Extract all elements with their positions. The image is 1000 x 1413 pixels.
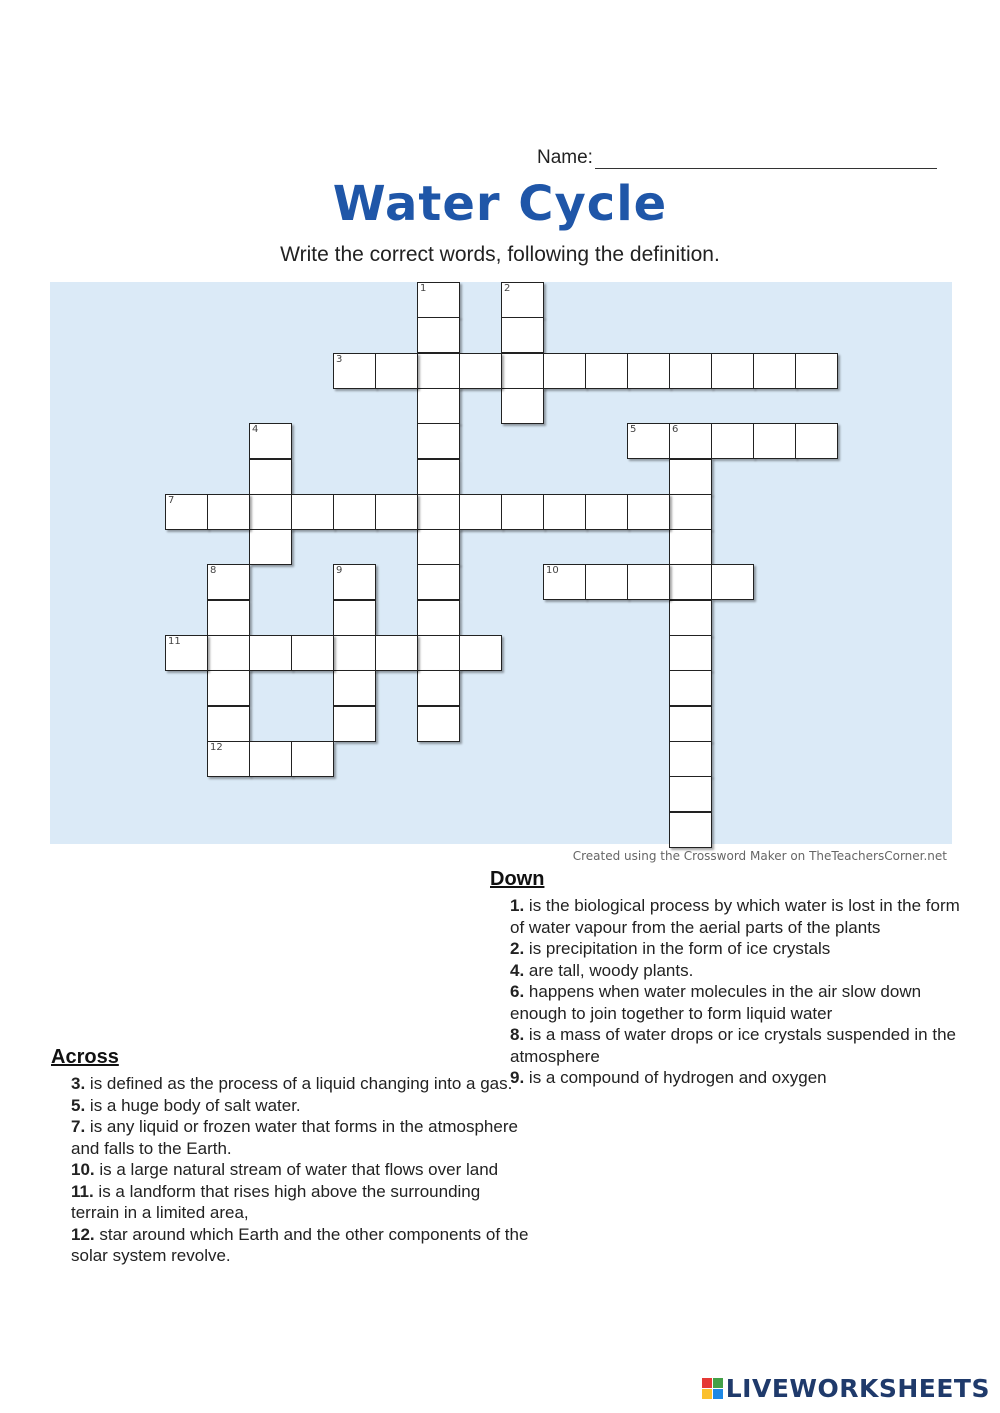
crossword-cell[interactable] <box>249 459 292 495</box>
clue-number: 1 <box>420 283 427 294</box>
crossword-cell[interactable] <box>501 388 544 424</box>
clue-num: 10. <box>71 1160 95 1179</box>
crossword-cell[interactable] <box>543 353 586 389</box>
across-clue-list <box>51 1073 531 1267</box>
name-label: Name: <box>537 147 593 168</box>
crossword-cell[interactable] <box>417 529 460 565</box>
crossword-cell[interactable] <box>459 353 502 389</box>
crossword-cell[interactable] <box>585 353 628 389</box>
logo-text: LIVEWORKSHEETS <box>725 1374 990 1403</box>
crossword-cell[interactable] <box>669 423 712 459</box>
crossword-cell[interactable] <box>669 353 712 389</box>
crossword-cell[interactable] <box>795 353 838 389</box>
clue-number: 7 <box>168 494 175 506</box>
crossword-cell[interactable] <box>165 494 208 530</box>
down-heading: Down <box>490 868 545 890</box>
down-clue <box>510 938 960 960</box>
credit-text: Created using the Crossword Maker on TheTeachersCorner.net <box>572 849 947 863</box>
clue-text: is a landform that rises high above the surrounding terrain in a limited area, <box>71 1181 481 1222</box>
crossword-cell[interactable] <box>249 741 292 777</box>
across-clue <box>71 1181 531 1224</box>
down-clue <box>510 981 960 1024</box>
crossword-cell[interactable] <box>333 635 376 671</box>
crossword-cell[interactable] <box>417 317 460 353</box>
crossword-cell[interactable] <box>669 600 712 636</box>
crossword-cell[interactable] <box>291 494 334 530</box>
crossword-cell[interactable] <box>627 564 670 600</box>
clue-text: is a mass of water drops or ice crystals suspended in the atmosphere <box>510 1025 956 1066</box>
crossword-cell[interactable] <box>627 423 670 459</box>
clue-text: are tall, woody plants. <box>524 960 694 980</box>
down-clue <box>510 1024 960 1067</box>
clue-text: is a compound of hydrogen and oxygen <box>524 1068 827 1087</box>
crossword-cell[interactable] <box>291 635 334 671</box>
across-clue <box>71 1116 531 1159</box>
crossword-cell[interactable] <box>291 741 334 777</box>
clue-number: 2 <box>504 283 511 294</box>
crossword-cell[interactable] <box>249 494 292 530</box>
across-heading: Across <box>51 1046 119 1068</box>
crossword-cell[interactable] <box>375 353 418 389</box>
name-line[interactable] <box>595 146 937 169</box>
clue-text: happens when water molecules in the air slow down enough to join together to form liquid water <box>510 982 922 1023</box>
clue-num: 3. <box>71 1074 86 1093</box>
crossword-cell[interactable] <box>669 459 712 495</box>
clue-number: 11 <box>168 636 181 647</box>
crossword-cell[interactable] <box>711 353 754 389</box>
crossword-cell[interactable] <box>333 494 376 530</box>
clue-number: 9 <box>336 565 343 577</box>
down-clue <box>510 895 960 938</box>
crossword-cell[interactable] <box>417 706 460 742</box>
down-clue <box>510 960 960 982</box>
clue-number: 5 <box>630 424 637 436</box>
crossword-cell[interactable] <box>249 635 292 671</box>
across-clue <box>71 1095 531 1117</box>
crossword-cell[interactable] <box>459 635 502 671</box>
crossword-cell[interactable] <box>375 635 418 671</box>
crossword-cell[interactable] <box>207 635 250 671</box>
clue-number: 8 <box>210 565 217 577</box>
instructions: Write the correct words, following the definition. <box>280 243 720 266</box>
crossword-cell[interactable] <box>627 353 670 389</box>
logo-square <box>702 1378 712 1388</box>
crossword-cell[interactable] <box>249 423 292 459</box>
crossword-cell[interactable] <box>417 282 460 318</box>
clue-num: 4. <box>510 960 525 980</box>
crossword-cell[interactable] <box>711 564 754 600</box>
clue-text: is the biological process by which water is lost in the form of water vapour from the aerial parts of the plants <box>510 896 960 937</box>
crossword-cell[interactable] <box>753 423 796 459</box>
crossword-cell[interactable] <box>207 706 250 742</box>
crossword-cell[interactable] <box>501 494 544 530</box>
crossword-cell[interactable] <box>669 670 712 706</box>
crossword-cell[interactable] <box>333 600 376 636</box>
crossword-cell[interactable] <box>501 282 544 318</box>
name-field <box>537 146 937 169</box>
clue-text: is any liquid or frozen water that forms in the atmosphere and falls to the Earth. <box>71 1117 518 1158</box>
clue-number: 4 <box>252 424 259 436</box>
clue-text: is a large natural stream of water that flows over land <box>94 1160 499 1179</box>
crossword-cell[interactable] <box>543 494 586 530</box>
crossword-cell[interactable] <box>795 423 838 459</box>
crossword-cell[interactable] <box>501 317 544 353</box>
across-clue <box>71 1224 531 1267</box>
crossword-cell[interactable] <box>459 494 502 530</box>
logo-square <box>713 1378 723 1388</box>
crossword-cell[interactable] <box>711 423 754 459</box>
crossword-cell[interactable] <box>417 564 460 600</box>
crossword-cell[interactable] <box>207 564 250 600</box>
crossword-cell[interactable] <box>165 635 208 671</box>
crossword-cell[interactable] <box>333 670 376 706</box>
crossword-cell[interactable] <box>417 388 460 424</box>
clue-num: 12. <box>71 1224 95 1244</box>
crossword-cell[interactable] <box>669 635 712 671</box>
crossword-cell[interactable] <box>669 529 712 565</box>
crossword-cell[interactable] <box>501 353 544 389</box>
clue-number: 3 <box>336 353 343 365</box>
crossword-cell[interactable] <box>627 494 670 530</box>
liveworksheets-logo-icon <box>702 1378 723 1399</box>
crossword-cell[interactable] <box>417 494 460 530</box>
clue-text: is precipitation in the form of ice crystals <box>524 939 831 958</box>
crossword-cell[interactable] <box>417 670 460 706</box>
logo-square <box>702 1389 712 1399</box>
clue-num: 5. <box>71 1095 86 1115</box>
crossword-cell[interactable] <box>207 494 250 530</box>
crossword-cell[interactable] <box>333 353 376 389</box>
crossword-cell[interactable] <box>543 564 586 600</box>
crossword-cell[interactable] <box>417 635 460 671</box>
down-clues <box>490 868 960 1089</box>
crossword-cell[interactable] <box>585 564 628 600</box>
down-clue-list <box>490 895 960 1089</box>
crossword-cell[interactable] <box>669 706 712 742</box>
crossword-cell[interactable] <box>417 459 460 495</box>
crossword-cell[interactable] <box>333 706 376 742</box>
crossword-cell[interactable] <box>669 812 712 848</box>
crossword-cell[interactable] <box>207 670 250 706</box>
crossword-cell[interactable] <box>753 353 796 389</box>
clue-number: 12 <box>210 741 223 753</box>
clue-text: is defined as the process of a liquid changing into a gas. <box>85 1074 513 1093</box>
across-clue <box>71 1073 531 1095</box>
across-clue <box>71 1159 531 1181</box>
crossword-cell[interactable] <box>207 741 250 777</box>
clue-text: star around which Earth and the other components of the solar system revolve. <box>71 1224 529 1265</box>
clue-num: 9. <box>510 1068 525 1087</box>
crossword-cell[interactable] <box>669 494 712 530</box>
crossword-cell[interactable] <box>417 423 460 459</box>
crossword-cell[interactable] <box>585 494 628 530</box>
crossword-cell[interactable] <box>669 776 712 812</box>
logo-square <box>713 1389 723 1399</box>
crossword-cell[interactable] <box>207 600 250 636</box>
across-clues <box>51 1046 531 1267</box>
clue-num: 6. <box>510 982 525 1001</box>
crossword-cell[interactable] <box>333 564 376 600</box>
crossword-grid <box>50 282 952 844</box>
page-title: Water Cycle <box>332 176 668 232</box>
clue-num: 11. <box>71 1181 94 1201</box>
clue-number: 6 <box>672 424 679 436</box>
clue-num: 1. <box>510 896 525 915</box>
crossword-cell[interactable] <box>417 600 460 636</box>
crossword-cell[interactable] <box>417 353 460 389</box>
clue-num: 8. <box>510 1025 525 1044</box>
clue-num: 7. <box>71 1117 86 1136</box>
down-clue <box>510 1067 960 1089</box>
clue-text: is a huge body of salt water. <box>85 1095 301 1115</box>
crossword-cell[interactable] <box>669 741 712 777</box>
crossword-cell[interactable] <box>375 494 418 530</box>
liveworksheets-logo <box>702 1374 990 1403</box>
crossword-cell[interactable] <box>669 564 712 600</box>
clue-number: 10 <box>546 565 559 577</box>
crossword-cell[interactable] <box>249 529 292 565</box>
clue-num: 2. <box>510 939 525 958</box>
